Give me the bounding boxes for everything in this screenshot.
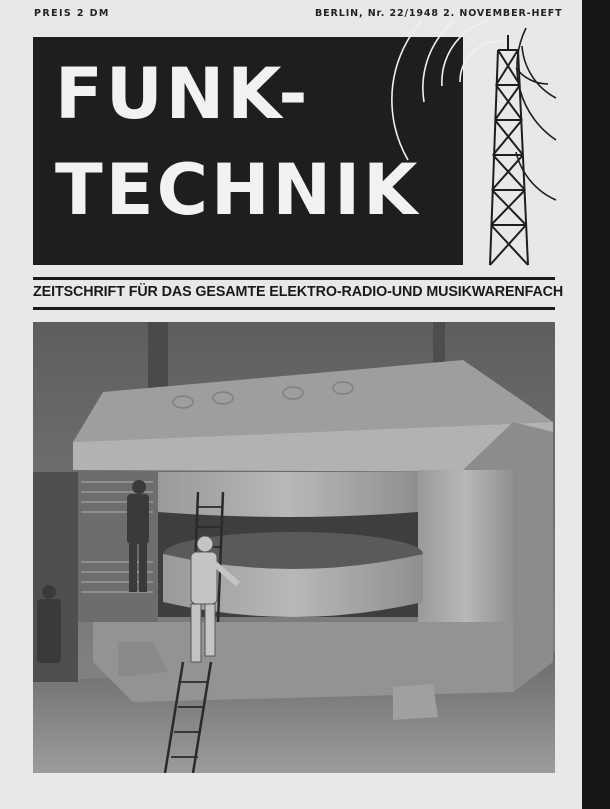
subtitle: ZEITSCHRIFT FÜR DAS GESAMTE ELEKTRO-RADIO-UND MUSIKWARENFACH	[33, 284, 564, 300]
issue-info: BERLIN, Nr. 22/1948 2. NOVEMBER-HEFT	[315, 8, 563, 19]
rule-top	[33, 277, 555, 280]
radio-tower-icon	[330, 20, 570, 270]
page-spine	[582, 0, 610, 809]
radio-wave-icon	[392, 20, 556, 200]
title-line-2: TECHNIK	[55, 149, 421, 231]
price-label: PREIS 2 DM	[34, 8, 110, 19]
rule-bottom	[33, 307, 555, 310]
cover-photo	[33, 322, 555, 773]
title-line-1: FUNK-	[55, 53, 311, 135]
